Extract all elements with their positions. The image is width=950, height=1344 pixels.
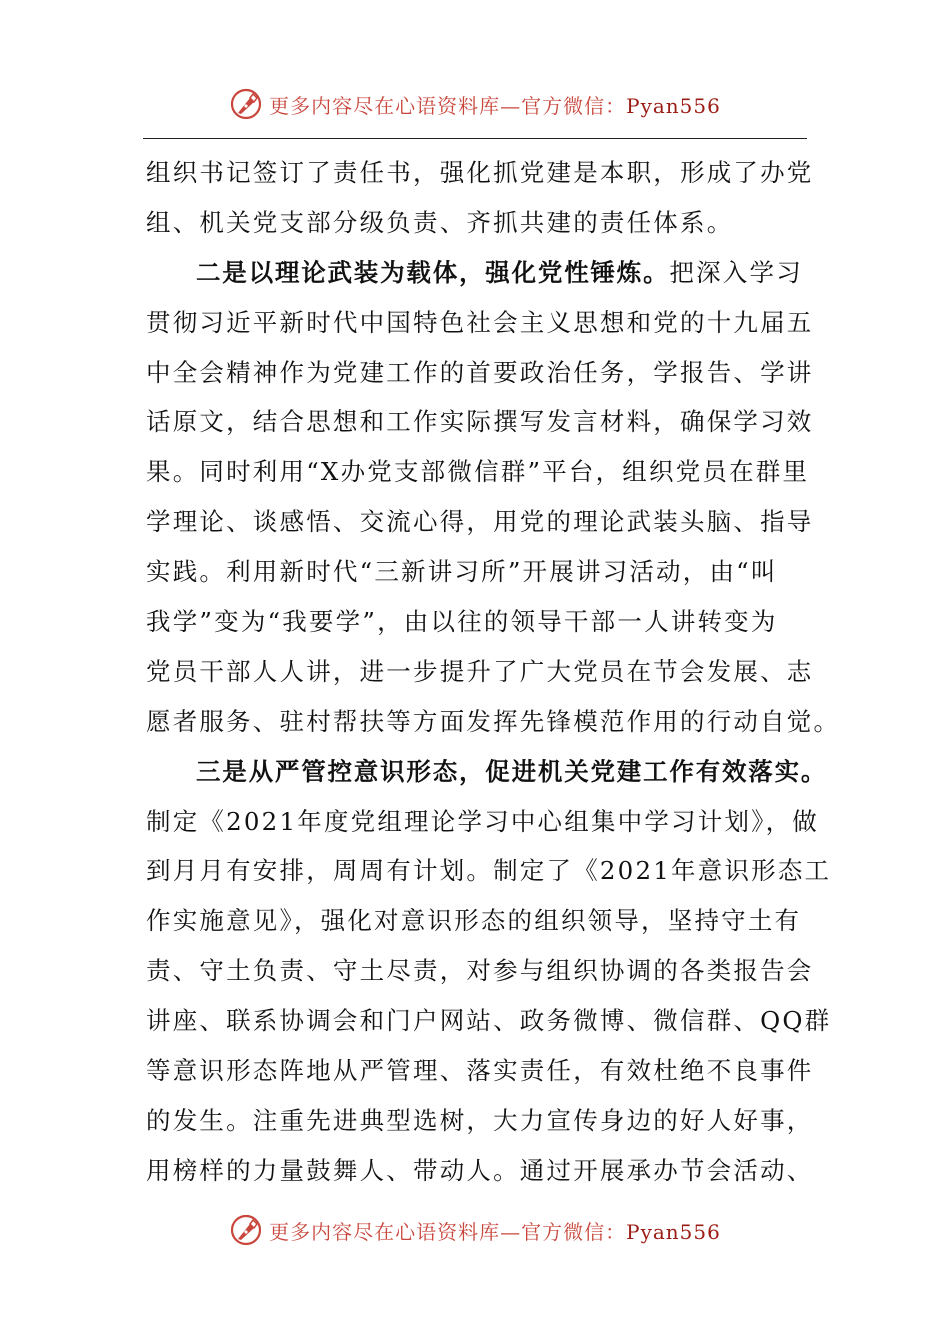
header-watermark xyxy=(0,82,950,126)
watermark-contact: Pyan556 xyxy=(626,1219,721,1244)
text-line: 组织书记签订了责任书，强化抓党建是本职，形成了办党 xyxy=(146,158,814,187)
text-line: 学理论、谈感悟、交流心得，用党的理论武装头脑、指导 xyxy=(146,507,814,537)
text-line: 愿者服务、驻村帮扶等方面发挥先锋模范作用的行动自觉。 xyxy=(146,706,841,736)
text-line: 的发生。注重先进典型选树，大力宣传身边的好人好事， xyxy=(146,1105,814,1135)
section-line xyxy=(146,747,828,797)
text-line: 作实施意见》，强化对意识形态的组织领导，坚持守土有 xyxy=(146,906,802,936)
text-line: 我学”变为“我要学”，由以往的领导干部一人讲转变为 xyxy=(146,607,778,637)
text-line: 中全会精神作为党建工作的首要政治任务，学报告、学讲 xyxy=(146,357,814,387)
text-line: 贯彻习近平新时代中国特色社会主义思想和党的十九届五 xyxy=(146,307,814,337)
text-line: 组、机关党支部分级负责、齐抓共建的责任体系。 xyxy=(146,207,734,237)
watermark-contact: Pyan556 xyxy=(626,93,721,118)
watermark-text: 更多内容尽在心语资料库—官方微信： xyxy=(269,1219,627,1244)
text-line: 责、守土负责、守土尽责，对参与组织协调的各类报告会 xyxy=(146,956,814,986)
watermark-text: 更多内容尽在心语资料库—官方微信： xyxy=(269,93,627,118)
text-run: 把深入学习 xyxy=(669,257,803,287)
text-line: 实践。利用新时代“三新讲习所”开展讲习活动，由“叫 xyxy=(146,557,778,587)
document-body xyxy=(146,148,841,1196)
text-line: 等意识形态阵地从严管理、落实责任，有效杜绝不良事件 xyxy=(146,1056,814,1086)
text-line: 党员干部人人讲，进一步提升了广大党员在节会发展、志 xyxy=(146,656,814,686)
text-line: 到月月有安排，周周有计划。制定了《2021年意识形态工 xyxy=(146,856,832,886)
text-line: 讲座、联系协调会和门户网站、政务微博、微信群、QQ群 xyxy=(146,1006,832,1036)
pen-nib-logo-icon xyxy=(229,1213,263,1247)
header-divider xyxy=(143,138,807,139)
pen-nib-logo-icon xyxy=(229,87,263,121)
section-line xyxy=(146,248,810,298)
text-line: 制定《2021年度党组理论学习中心组集中学习计划》，做 xyxy=(146,806,819,836)
section-heading: 三是从严管控意识形态，促进机关党建工作有效落实。 xyxy=(196,756,828,786)
footer-watermark xyxy=(0,1208,950,1252)
section-heading: 二是以理论武装为载体，强化党性锤炼。 xyxy=(196,257,670,287)
text-line: 用榜样的力量鼓舞人、带动人。通过开展承办节会活动、 xyxy=(146,1155,814,1185)
text-line: 话原文，结合思想和工作实际撰写发言材料，确保学习效 xyxy=(146,407,814,437)
text-line: 果。同时利用“X办党支部微信群”平台，组织党员在群里 xyxy=(146,457,810,487)
